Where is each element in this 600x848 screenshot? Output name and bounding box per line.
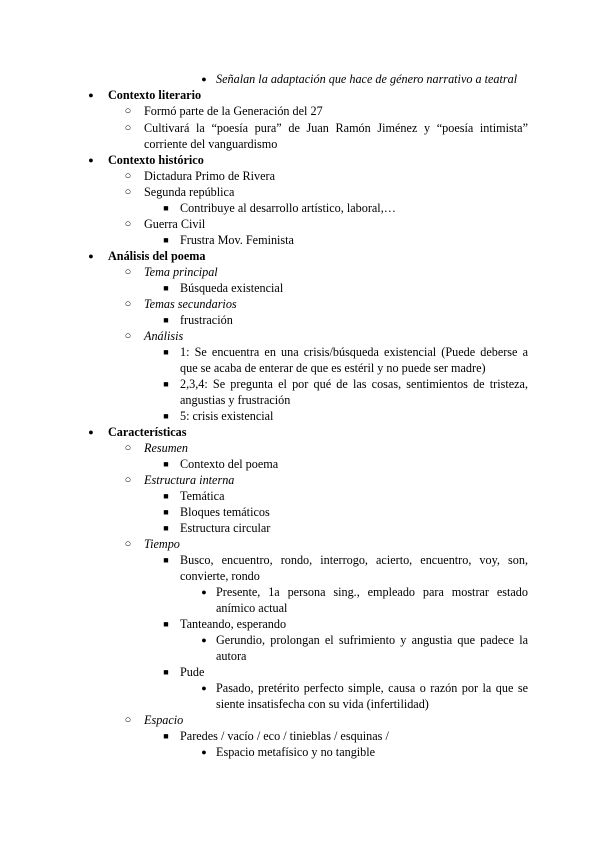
list-item — [0, 488, 528, 504]
section-heading-text: Análisis del poema — [108, 249, 206, 263]
bullet-circle-icon: ○ — [124, 186, 132, 198]
list-item — [0, 536, 528, 552]
list-item-text: Presente, 1a persona sing., empleado para mostrar estado anímico actual — [216, 585, 528, 615]
list-item-text: Contribuye al desarrollo artístico, laboral,… — [180, 201, 396, 215]
bullet-square-icon: ■ — [163, 459, 169, 469]
list-item-text: Gerundio, prolongan el sufrimiento y angustia que padece la autora — [216, 633, 528, 663]
bullet-square-icon: ■ — [163, 379, 169, 389]
list-item-text: frustración — [180, 313, 233, 327]
bullet-circle-icon: ○ — [124, 442, 132, 454]
list-item — [0, 408, 528, 424]
bullet-circle-icon: ○ — [124, 474, 132, 486]
list-item — [0, 312, 528, 328]
list-item-text: Busco, encuentro, rondo, interrogo, acierto, encuentro, voy, son, convierte, rondo — [180, 553, 528, 583]
section-heading-text: Características — [108, 425, 187, 439]
list-item — [0, 664, 528, 680]
list-item-text: Paredes / vacío / eco / tinieblas / esquinas / — [180, 729, 389, 743]
list-item — [0, 168, 528, 184]
list-item — [0, 232, 528, 248]
section-heading — [0, 424, 528, 440]
list-item-text: Temática — [180, 489, 225, 503]
section-heading — [0, 248, 528, 264]
list-item — [0, 280, 528, 296]
list-item-text: Señalan la adaptación que hace de género narrativo a teatral — [216, 72, 518, 86]
bullet-square-icon: ■ — [163, 507, 169, 517]
list-item — [0, 344, 528, 376]
bullet-square-icon: ■ — [163, 667, 169, 677]
list-item — [0, 440, 528, 456]
bullet-circle-icon: ○ — [124, 122, 132, 134]
list-item — [0, 456, 528, 472]
list-item — [0, 616, 528, 632]
list-item — [0, 200, 528, 216]
bullet-disc-icon: ● — [201, 683, 207, 693]
bullet-square-icon: ■ — [163, 283, 169, 293]
list-item-text: Segunda república — [144, 185, 235, 199]
list-item — [0, 71, 528, 87]
bullet-square-icon: ■ — [163, 491, 169, 501]
bullet-square-icon: ■ — [163, 555, 169, 565]
list-item-text: Pasado, pretérito perfecto simple, causa o razón por la que se siente insatisfecha con su vida (infertilidad) — [216, 681, 528, 711]
list-item-text: Espacio — [144, 713, 184, 727]
section-heading-text: Contexto histórico — [108, 153, 204, 167]
list-item-text: Tiempo — [144, 537, 180, 551]
list-item-text: Estructura interna — [144, 473, 235, 487]
bullet-disc-icon: ● — [88, 90, 94, 100]
list-item — [0, 520, 528, 536]
list-item — [0, 552, 528, 584]
bullet-square-icon: ■ — [163, 347, 169, 357]
list-item — [0, 216, 528, 232]
list-item-text: Contexto del poema — [180, 457, 279, 471]
list-item-text: Espacio metafísico y no tangible — [216, 745, 376, 759]
bullet-circle-icon: ○ — [124, 714, 132, 726]
list-item — [0, 328, 528, 344]
bullet-square-icon: ■ — [163, 619, 169, 629]
list-item — [0, 103, 528, 119]
list-item — [0, 584, 528, 616]
bullet-square-icon: ■ — [163, 235, 169, 245]
list-item — [0, 680, 528, 712]
list-item — [0, 744, 528, 760]
list-item-text: Bloques temáticos — [180, 505, 270, 519]
list-item — [0, 184, 528, 200]
bullet-circle-icon: ○ — [124, 170, 132, 182]
list-item-text: Tanteando, esperando — [180, 617, 287, 631]
list-item-text: Pude — [180, 665, 205, 679]
bullet-circle-icon: ○ — [124, 298, 132, 310]
bullet-disc-icon: ● — [201, 587, 207, 597]
bullet-square-icon: ■ — [163, 731, 169, 741]
list-item — [0, 504, 528, 520]
list-item-text: Estructura circular — [180, 521, 271, 535]
bullet-circle-icon: ○ — [124, 218, 132, 230]
list-item-text: 5: crisis existencial — [180, 409, 274, 423]
bullet-circle-icon: ○ — [124, 105, 132, 117]
list-item-text: Cultivará la “poesía pura” de Juan Ramón Jiménez y “poesía intimista” corriente del vanguardismo — [144, 121, 528, 151]
bullet-circle-icon: ○ — [124, 330, 132, 342]
list-item-text: Frustra Mov. Feminista — [180, 233, 294, 247]
bullet-circle-icon: ○ — [124, 266, 132, 278]
list-item — [0, 632, 528, 664]
list-item — [0, 712, 528, 728]
bullet-disc-icon: ● — [88, 427, 94, 437]
list-item — [0, 264, 528, 280]
list-item — [0, 376, 528, 408]
bullet-disc-icon: ● — [201, 747, 207, 757]
list-item — [0, 296, 528, 312]
list-item-text: Formó parte de la Generación del 27 — [144, 104, 323, 118]
list-item-text: 1: Se encuentra en una crisis/búsqueda existencial (Puede deberse a que se acaba de enterar de que es estéril y no puede ser madre) — [180, 345, 528, 375]
bullet-disc-icon: ● — [201, 635, 207, 645]
bullet-square-icon: ■ — [163, 411, 169, 421]
bullet-square-icon: ■ — [163, 315, 169, 325]
bullet-square-icon: ■ — [163, 523, 169, 533]
list-item — [0, 728, 528, 744]
section-heading-text: Contexto literario — [108, 88, 202, 102]
list-item — [0, 472, 528, 488]
list-item-text: Dictadura Primo de Rivera — [144, 169, 275, 183]
list-item-text: Guerra Civil — [144, 217, 206, 231]
bullet-disc-icon: ● — [88, 155, 94, 165]
list-item-text: Análisis — [144, 329, 184, 343]
bullet-disc-icon: ● — [88, 251, 94, 261]
list-item-text: 2,3,4: Se pregunta el por qué de las cosas, sentimientos de tristeza, angustias y frustración — [180, 377, 528, 407]
list-item-text: Tema principal — [144, 265, 218, 279]
list-item-text: Búsqueda existencial — [180, 281, 284, 295]
list-item-text: Temas secundarios — [144, 297, 237, 311]
bullet-disc-icon: ● — [201, 74, 207, 84]
list-item — [0, 120, 528, 152]
section-heading — [0, 152, 528, 168]
list-item-text: Resumen — [144, 441, 188, 455]
bullet-square-icon: ■ — [163, 203, 169, 213]
section-heading — [0, 87, 528, 103]
bullet-circle-icon: ○ — [124, 538, 132, 550]
